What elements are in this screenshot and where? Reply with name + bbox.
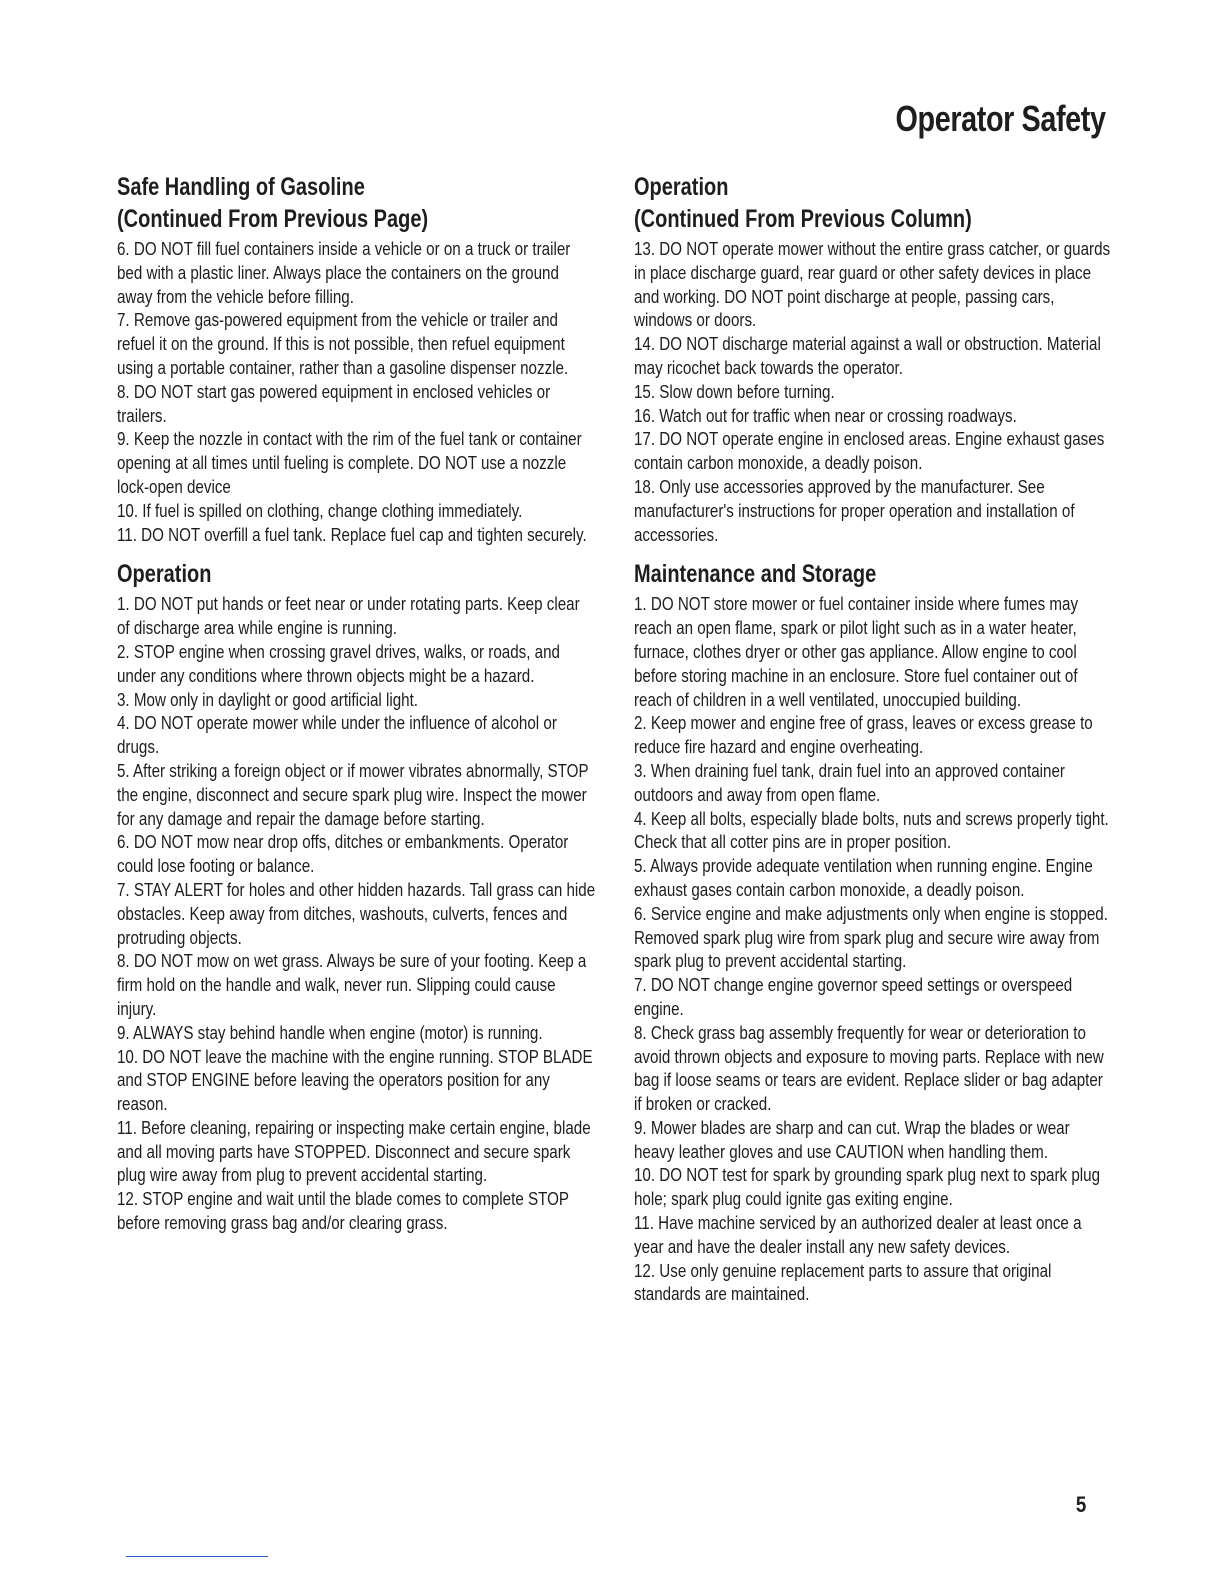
- list-item: 6. Service engine and make adjustments only when engine is stopped. Removed spark plug wire from spark plug and secure wire away from spark plug to prevent accidental starting.: [634, 902, 1108, 972]
- list-item: 2. STOP engine when crossing gravel drives, walks, or roads, and under any conditions where thrown objects might be a hazard.: [117, 640, 560, 686]
- list-item: 6. DO NOT fill fuel containers inside a vehicle or on a truck or trailer bed with a plastic liner. Always place the containers on the ground away from the vehicle before filling.: [117, 238, 571, 307]
- item-list: [117, 592, 595, 1235]
- section-heading: Operation: [117, 560, 212, 589]
- section-subheading: (Continued From Previous Column): [634, 205, 972, 233]
- list-item: 18. Only use accessories approved by the manufacturer. See manufacturer's instructions for proper operation and installation of accessories.: [634, 475, 1075, 545]
- list-item: 15. Slow down before turning.: [634, 380, 835, 402]
- section-operation-continued: [634, 173, 1112, 546]
- right-column: [634, 173, 1112, 1320]
- section-gasoline: [117, 173, 595, 546]
- list-item: 6. DO NOT mow near drop offs, ditches or embankments. Operator could lose footing or balance.: [117, 831, 569, 877]
- list-item: 7. STAY ALERT for holes and other hidden hazards. Tall grass can hide obstacles. Keep away from ditches, washouts, culverts, fences and protruding objects.: [117, 878, 596, 948]
- section-heading: Safe Handling of Gasoline: [117, 173, 365, 201]
- item-list: [117, 237, 595, 546]
- list-item: 7. DO NOT change engine governor speed settings or overspeed engine.: [634, 974, 1073, 1019]
- list-item: 1. DO NOT store mower or fuel container inside where fumes may reach an open flame, spark or pilot light such as in a water heater, furnace, clothes dryer or other gas appliance. Allow engine to cool before storing machine in an enclosure. Store fuel container out of reach of children in a well ventilated, unoccupied building.: [634, 593, 1079, 710]
- list-item: 14. DO NOT discharge material against a wall or obstruction. Material may ricochet back towards the operator.: [634, 333, 1101, 378]
- list-item: 9. Keep the nozzle in contact with the rim of the fuel tank or container opening at all times until fueling is complete. DO NOT use a nozzle lock-open device: [117, 428, 582, 497]
- list-item: 11. DO NOT overfill a fuel tank. Replace fuel cap and tighten securely.: [117, 523, 587, 545]
- list-item: 7. Remove gas-powered equipment from the vehicle or trailer and refuel it on the ground. If this is not possible, then refuel equipment using a portable container, rather than a gasoline dispenser nozzle.: [117, 309, 569, 378]
- list-item: 5. After striking a foreign object or if mower vibrates abnormally, STOP the engine, disconnect and secure spark plug wire. Inspect the mower for any damage and repair the damage before starting.: [117, 759, 589, 829]
- footer-rule: [126, 1556, 268, 1557]
- list-item: 1. DO NOT put hands or feet near or under rotating parts. Keep clear of discharge area while engine is running.: [117, 593, 580, 639]
- list-item: 3. Mow only in daylight or good artificial light.: [117, 688, 419, 710]
- section-heading: Maintenance and Storage: [634, 560, 877, 589]
- list-item: 9. ALWAYS stay behind handle when engine (motor) is running.: [117, 1021, 543, 1043]
- list-item: 8. Check grass bag assembly frequently for wear or deterioration to avoid thrown objects and exposure to moving parts. Replace with new bag if loose seams or tears are evident. Replace slider or bag adapter if broken or cracked.: [634, 1021, 1104, 1115]
- list-item: 13. DO NOT operate mower without the entire grass catcher, or guards in place discharge guard, rear guard or other safety devices in place and working. DO NOT point discharge at people, passing cars, windows or doors.: [634, 238, 1111, 331]
- page-number: 5: [1075, 1492, 1086, 1517]
- list-item: 8. DO NOT start gas powered equipment in enclosed vehicles or trailers.: [117, 380, 551, 426]
- left-column: [117, 173, 595, 1249]
- list-item: 5. Always provide adequate ventilation when running engine. Engine exhaust gases contain carbon monoxide, a deadly poison.: [634, 855, 1093, 900]
- list-item: 12. Use only genuine replacement parts to assure that original standards are maintained.: [634, 1259, 1052, 1305]
- section-heading: Operation: [634, 173, 729, 201]
- page-title: Operator Safety: [895, 98, 1106, 139]
- list-item: 8. DO NOT mow on wet grass. Always be sure of your footing. Keep a firm hold on the handle and walk, never run. Slipping could cause injury.: [117, 950, 587, 1019]
- list-item: 16. Watch out for traffic when near or crossing roadways.: [634, 404, 1017, 426]
- section-subheading: (Continued From Previous Page): [117, 205, 429, 233]
- list-item: 2. Keep mower and engine free of grass, leaves or excess grease to reduce fire hazard and engine overheating.: [634, 712, 1093, 758]
- list-item: 17. DO NOT operate engine in enclosed areas. Engine exhaust gases contain carbon monoxide, a deadly poison.: [634, 428, 1105, 474]
- section-operation: [117, 560, 595, 1235]
- list-item: 11. Have machine serviced by an authorized dealer at least once a year and have the dealer install any new safety devices.: [634, 1212, 1082, 1257]
- item-list: [634, 592, 1112, 1306]
- list-item: 3. When draining fuel tank, drain fuel into an approved container outdoors and away from open flame.: [634, 759, 1065, 805]
- section-maintenance: [634, 560, 1112, 1306]
- list-item: 9. Mower blades are sharp and can cut. Wrap the blades or wear heavy leather gloves and use CAUTION when handling them.: [634, 1116, 1070, 1162]
- item-list: [634, 237, 1112, 546]
- list-item: 4. Keep all bolts, especially blade bolts, nuts and screws properly tight. Check that all cotter pins are in proper position.: [634, 807, 1109, 853]
- list-item: 10. If fuel is spilled on clothing, change clothing immediately.: [117, 499, 523, 521]
- list-item: 4. DO NOT operate mower while under the influence of alcohol or drugs.: [117, 712, 557, 758]
- list-item: 10. DO NOT test for spark by grounding spark plug next to spark plug hole; spark plug could ignite gas exiting engine.: [634, 1164, 1101, 1210]
- list-item: 10. DO NOT leave the machine with the engine running. STOP BLADE and STOP ENGINE before leaving the operators position for any reason.: [117, 1045, 593, 1115]
- list-item: 12. STOP engine and wait until the blade comes to complete STOP before removing grass bag and/or clearing grass.: [117, 1188, 569, 1234]
- list-item: 11. Before cleaning, repairing or inspecting make certain engine, blade and all moving parts have STOPPED. Disconnect and secure spark plug wire away from plug to prevent accidental starting.: [117, 1116, 591, 1186]
